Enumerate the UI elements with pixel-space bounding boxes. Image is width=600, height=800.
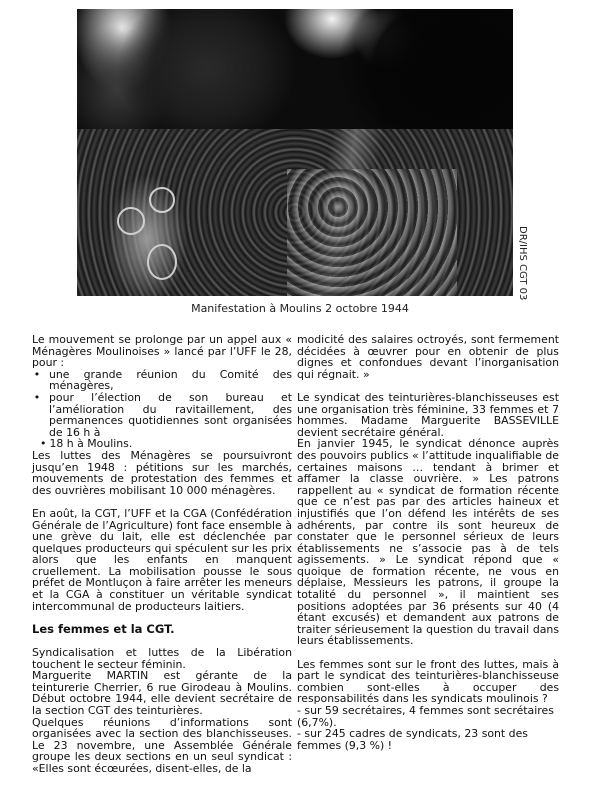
- section-heading: Les femmes et la CGT.: [32, 621, 175, 636]
- right-column: [297, 334, 559, 751]
- paragraph-janvier: En janvier 1945, le syndicat dénonce auprès des pouvoirs publics « l’attitude inqualifiable de certaines maisons … tendant à brimer et affamer la classe ouvrière. » Les patrons rappellent au « syndicat de formation récente que ce n’est pas par des articles haineux et injustifiés que l’on défend les intérêts de ses adhérents, par contre ils sont heureux de constater que le personnel sérieux de leurs établissements ne s’associe pas à de tels agissements. » Le syndicat répond que « quoique de formation récente, ne vous en déplaise, Messieurs les patrons, il groupe la totalité du personnel », il maintient ses positions adoptées par 36 présents sur 40 (4 étant excusés) et demandent aux patrons de traiter sérieusement la question du travail dans leurs établissements.: [297, 437, 559, 648]
- paragraph-front: Les femmes sont sur le front des luttes, mais à part le syndicat des teinturières-blanchisseuse combien sont-elles à occuper des responsabilités dans les syndicats moulinois ?: [297, 657, 559, 706]
- photo-trees: [77, 9, 513, 149]
- bullet-item: • une grande réunion du Comité des ménagères,: [33, 367, 292, 393]
- bicycle-wheel: [149, 187, 175, 213]
- bullet-icon: •: [40, 437, 47, 451]
- demonstration-photo: [77, 9, 513, 296]
- paragraph-syndicat: Le syndicat des teinturières-blanchisseuses est une organisation très féminine, 33 femmes et 7 hommes. Madame Marguerite BASSEVILLE devient secrétaire général.: [297, 390, 559, 439]
- left-column: [32, 334, 292, 775]
- photo-crowd-marchers: [287, 169, 457, 296]
- bullet-list: [32, 369, 292, 450]
- photo-credit: DR/IHS CGT 03: [517, 226, 528, 301]
- paragraph-martin: Marguerite MARTIN est gérante de la teinturerie Cherrier, 6 rue Girodeau à Moulins. Début octobre 1944, elle devient secrétaire de la section CGT des teinturières.: [32, 669, 292, 717]
- bullet-icon: •: [33, 367, 41, 381]
- paragraph-aout: En août, la CGT, l’UFF et la CGA (Confédération Générale de l’Agriculture) font face ensemble à une grève du lait, elle est déclenchée par quelques producteurs qui spéculent sur les prix alors que les enfants en manquent cruellement. La mobilisation pousse le sous préfet de Montluçon à faire arrêter les meneurs et la CGA à constituer un véritable syndicat intercommunal de producteurs laitiers.: [32, 506, 292, 613]
- paragraph-1948: Les luttes des Ménagères se poursuivront jusqu’en 1948 : pétitions sur les marchés, mouvements de protestation des femmes et des ouvrières mobilisant 10 000 ménagères.: [32, 448, 292, 497]
- statistic-cadres: - sur 245 cadres de syndicats, 23 sont des femmes (9,3 %) !: [297, 727, 528, 752]
- photo-caption: Manifestation à Moulins 2 octobre 1944: [191, 302, 409, 315]
- statistic-secretaires: - sur 59 secrétaires, 4 femmes sont secrétaires (6,7%).: [297, 704, 554, 729]
- bicycle-wheel: [117, 207, 145, 235]
- bicycle-wheel: [147, 244, 177, 280]
- bullet-icon: •: [33, 390, 41, 404]
- paragraph-continuation: modicité des salaires octroyés, sont fermement décidées à œuvrer pour en obtenir de plus dignes et confondues devant l’inorganisation qui régnait. »: [297, 333, 559, 381]
- paragraph-syndicalisation: Syndicalisation et luttes de la Libération touchent le secteur féminin.: [32, 646, 292, 671]
- bullet-item: • pour l’élection de son bureau et l’amélioration du ravitaillement, des permanences quotidiennes sont organisées de 16 h à: [33, 390, 292, 439]
- paragraph-intro: Le mouvement se prolonge par un appel aux « Ménagères Moulinoises » lancé par l’UFF le 28, pour :: [32, 333, 292, 370]
- paragraph-reunions: Quelques réunions d’informations sont organisées avec la section des blanchisseuses. Le 23 novembre, une Assemblée Générale groupe les deux sections en un seul syndicat : «Elles sont écœurées, disent-elles, de la: [32, 715, 292, 775]
- bullet-item: • 18 h à Moulins.: [40, 437, 133, 451]
